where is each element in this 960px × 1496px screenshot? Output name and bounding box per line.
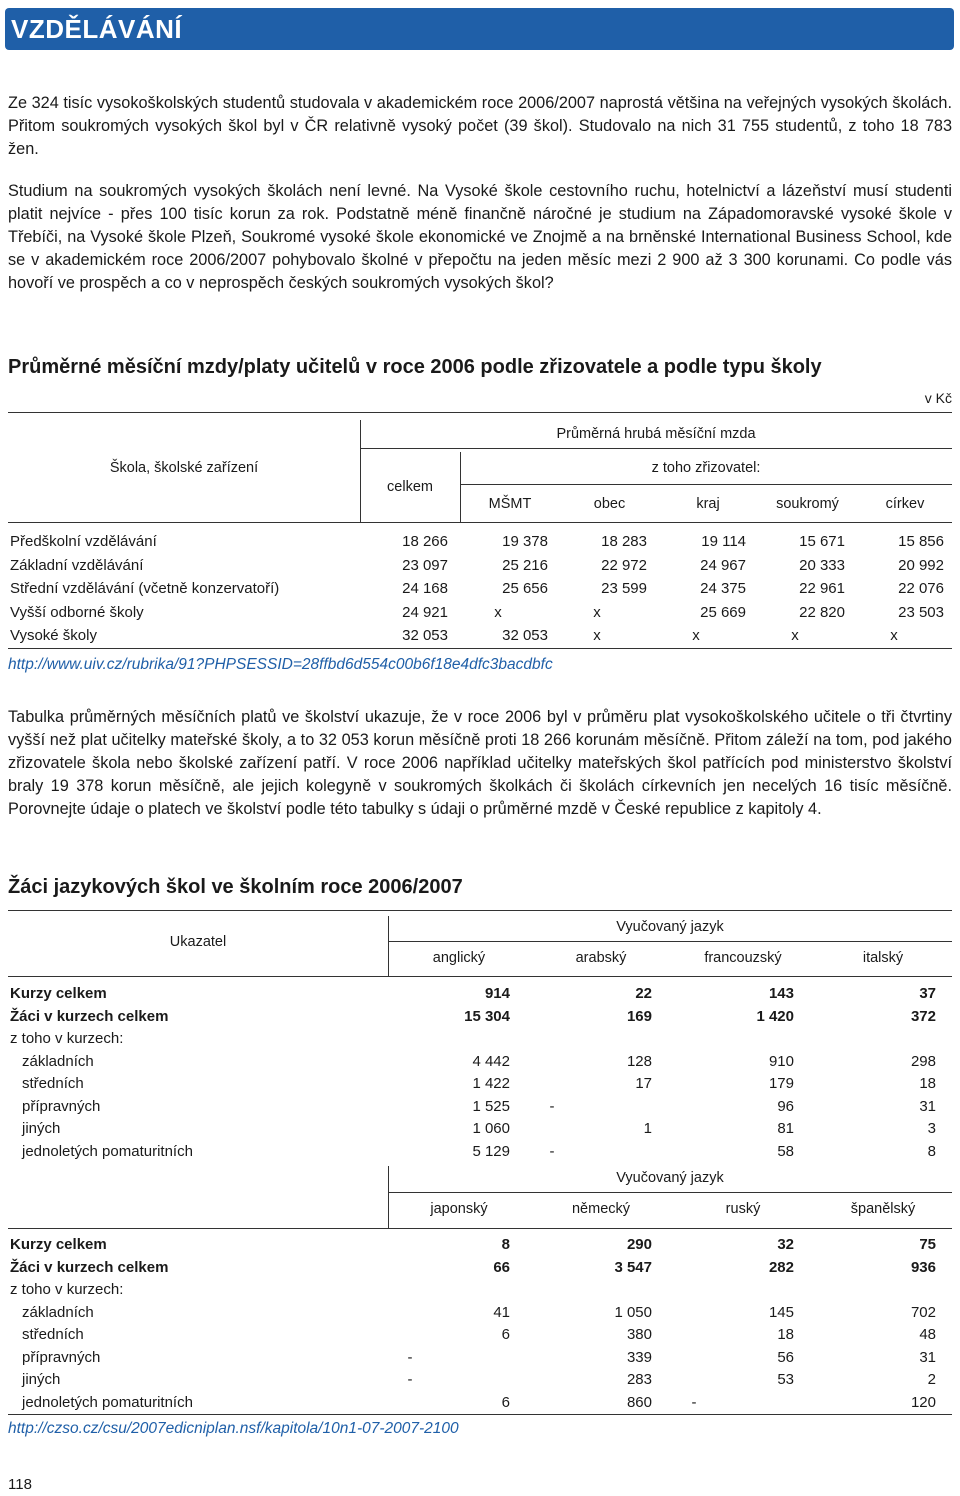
table2-cell: 283	[626, 1371, 652, 1388]
table2-cell: 8	[927, 1142, 936, 1160]
table1-cell: 24 168	[402, 580, 448, 597]
table2-cell: 96	[777, 1097, 794, 1115]
table2-cell: 860	[626, 1393, 652, 1411]
table1-cell: x	[494, 603, 502, 621]
table1-column-header: církev	[885, 496, 925, 512]
table2-cell: 702	[910, 1303, 936, 1321]
table1-unit: v Kč	[924, 390, 952, 406]
table1-cell: 25 216	[502, 556, 548, 574]
table1-total-header: celkem	[387, 479, 433, 495]
table1-row-label: Vysoké školy	[10, 627, 97, 644]
table2-row-header: Ukazatel	[169, 934, 227, 950]
table2-cell: 179	[768, 1075, 794, 1092]
section-title: VZDĚLÁVÁNÍ	[11, 14, 183, 44]
table2-cell: 18	[919, 1075, 936, 1092]
table2-cell: 53	[777, 1371, 794, 1388]
table2-cell: 8	[501, 1236, 510, 1253]
table2-cell: 910	[768, 1052, 794, 1070]
private-schools-paragraph: Studium na soukromých vysokých školách není levné. Na Vysoké škole cestovního ruchu, hotelnictví a lázeňství musí studenti platit nejvíce - přes 100 tisíc korun za rok. Podstatně méně finančně náročné je studium na Západomoravské vysoké škole v Třebíči, na Vysoké škole Plzeň, Soukromé vysoké škole ekonomické ve Znojmě a na brněnské International Business School, kde se v akademickém roce 2006/2007 pohybovalo školné v přepočtu na jeden měsíc mezi 2 900 až 3 300 korunami. Co podle vás hovoří ve prospěch a co v neprospěch českých soukromých vysokých škol?	[8, 182, 952, 292]
table2-title: Žáci jazykových škol ve školním roce 2006/2007	[8, 876, 463, 898]
table2-cell: -	[549, 1097, 555, 1115]
table2-cell: 22	[635, 985, 652, 1002]
table2-cell: 31	[919, 1348, 936, 1366]
table2-cell: -	[407, 1348, 413, 1366]
table1-cell: 20 992	[898, 556, 944, 574]
table1-cell: 22 972	[601, 556, 647, 574]
table2-bottom-rule	[8, 1414, 952, 1415]
table2-column-header: italský	[862, 950, 904, 966]
table2-cell: 282	[768, 1258, 794, 1276]
table2-cell: -	[549, 1142, 555, 1160]
table2-row-label: přípravných	[22, 1097, 101, 1115]
table2-row-label: středních	[22, 1326, 84, 1343]
table2-header-rule-2	[8, 1228, 952, 1229]
table2-cell: 15 304	[464, 1007, 510, 1025]
table2-row-label: základních	[22, 1052, 94, 1070]
table1-cell: 23 503	[898, 603, 944, 621]
table2-row-label: jednoletých pomaturitních	[22, 1142, 193, 1160]
table1-cell: 22 820	[799, 603, 845, 621]
table2-cell: 143	[768, 985, 794, 1002]
table2-cell: 5 129	[472, 1142, 510, 1160]
table1-cell: x	[692, 627, 700, 644]
table2-header-rule	[8, 976, 952, 977]
table1-cell: 25 656	[502, 580, 548, 597]
table2-group-header-2: Vyučovaný jazyk	[616, 1170, 724, 1186]
table2-column-header: japonský	[430, 1201, 488, 1217]
table2-cell: 1 050	[614, 1303, 652, 1321]
table2-row-label: středních	[22, 1075, 84, 1092]
table2-cell: 75	[919, 1236, 936, 1253]
table2-cell: 18	[777, 1326, 794, 1343]
table2-cell: 6	[501, 1326, 510, 1343]
table2-cell: 37	[919, 985, 936, 1002]
table2-column-header: ruský	[725, 1201, 761, 1217]
table2-cell: 339	[626, 1348, 652, 1366]
table2-cell: 4 442	[472, 1052, 510, 1070]
table2-cell: 81	[777, 1120, 794, 1137]
table1-row-label: Základní vzdělávání	[10, 556, 144, 574]
table1-cell: x	[791, 627, 799, 644]
table2-cell: 145	[768, 1303, 794, 1321]
table2-column-header: německý	[571, 1201, 631, 1217]
table2-cell: 1 420	[756, 1007, 794, 1025]
table1-cell: 19 114	[701, 533, 746, 550]
table2-column-header: arabský	[575, 950, 627, 966]
table1-cell: 15 671	[799, 533, 845, 550]
table1-cell: 18 283	[601, 533, 647, 550]
table2-row-label: Kurzy celkem	[10, 985, 107, 1002]
table2-cell: 1	[643, 1120, 652, 1137]
table2-source-link[interactable]: http://czso.cz/csu/2007edicniplan.nsf/kapitola/10n1-07-2007-2100	[8, 1420, 459, 1437]
table2-cell: 914	[484, 985, 510, 1002]
table1-cell: 32 053	[402, 627, 448, 644]
table2-cell: 120	[910, 1393, 936, 1411]
table1-cell: x	[593, 603, 601, 621]
table2-cell: 48	[919, 1326, 936, 1343]
table2-column-header: francouzský	[704, 950, 782, 966]
table2-cell: 3 547	[614, 1258, 652, 1276]
table1-title: Průměrné měsíční mzdy/platy učitelů v roce 2006 podle zřizovatele a podle typu školy	[8, 356, 822, 378]
table2-group-header: Vyučovaný jazyk	[616, 919, 724, 935]
intro-paragraph: Ze 324 tisíc vysokoškolských studentů studovala v akademickém roce 2006/2007 naprostá většina na veřejných vysokých školách. Přitom soukromých vysokých škol byl v ČR relativně vysoký počet (39 škol). Studovalo na nich 31 755 studentů, z toho 18 783 žen.	[8, 94, 952, 158]
table2-cell: 6	[501, 1393, 510, 1411]
table2-row-label: jiných	[22, 1120, 61, 1137]
table2-row-label: jednoletých pomaturitních	[22, 1393, 193, 1411]
table1-top-rule	[8, 412, 952, 413]
table2-row-label: základních	[22, 1303, 94, 1321]
section-banner	[5, 8, 954, 50]
table1-cell: x	[890, 627, 898, 644]
table1-column-header: MŠMT	[488, 496, 532, 512]
table2-cell: -	[407, 1371, 413, 1388]
table1-cell: 25 669	[700, 603, 746, 621]
table1-group-header: Průměrná hrubá měsíční mzda	[556, 426, 756, 442]
table2-row-label: Kurzy celkem	[10, 1236, 107, 1253]
table1-header-rule	[8, 522, 952, 523]
table1-cell: 23 097	[402, 556, 448, 574]
table1-group-rule	[360, 448, 952, 449]
table1-cell: 15 856	[898, 533, 944, 550]
table1-cell: 22 961	[799, 580, 845, 597]
table2-cell: 936	[910, 1258, 936, 1276]
table2-cell: 31	[919, 1097, 936, 1115]
table2-group-rule	[388, 941, 952, 942]
table2-row-label: z toho v kurzech:	[10, 1281, 124, 1298]
salary-paragraph: Tabulka průměrných měsíčních platů ve školství ukazuje, že v roce 2006 byl v průměru plat vysokoškolského učitele o tři čtvrtiny vyšší než plat učitelky mateřské školy, a to 32 053 korun měsíčně proti 18 266 korunám měsíčně. Přitom záleží na tom, pod jakého zřizovatele škola nebo školské zařízení patří. V roce 2006 například učitelky mateřských škol patřících pod ministerstvo školství braly 19 378 korun měsíčně, ale jejich kolegyně v soukromých školkách či školách církevních jen necelých 16 tisíc měsíčně. Porovnejte údaje o platech ve školství podle této tabulky s údaji o průměrné mzdě v České republice z kapitoly 4.	[8, 708, 952, 818]
table2-row-label: Žáci v kurzech celkem	[10, 1007, 169, 1025]
table2-cell: 380	[626, 1326, 652, 1343]
table2-cell: 1 422	[472, 1075, 510, 1092]
table1-cell: 22 076	[898, 580, 944, 597]
table2-cell: 290	[626, 1236, 652, 1253]
table2-row-label: jiných	[22, 1371, 61, 1388]
table2-cell: 169	[626, 1007, 652, 1025]
table2-cell: 3	[927, 1120, 936, 1137]
table1-row-label: Vyšší odborné školy	[10, 603, 144, 621]
table2-top-rule	[8, 910, 952, 911]
table2-row-label: přípravných	[22, 1348, 101, 1366]
table2-cell: 1 525	[472, 1097, 510, 1115]
table1-row-label: Předškolní vzdělávání	[10, 533, 157, 550]
table2-column-header: španělský	[850, 1201, 916, 1217]
table2-cell: 17	[635, 1075, 652, 1092]
table2-cell: 56	[777, 1348, 794, 1366]
table1-cell: 18 266	[402, 533, 448, 550]
page-number: 118	[8, 1476, 32, 1493]
table2-cell: 128	[626, 1052, 652, 1070]
table1-row-header: Škola, školské zařízení	[109, 460, 259, 476]
table1-cell: x	[593, 627, 601, 644]
table2-cell: 372	[910, 1007, 936, 1025]
table1-source-link[interactable]: http://www.uiv.cz/rubrika/91?PHPSESSID=28ffbd6d554c00b6f18e4dfc3bacdbfc	[8, 656, 553, 673]
table1-cell: 19 378	[502, 533, 548, 550]
table1-cell: 20 333	[799, 556, 845, 574]
table2-cell: 2	[927, 1371, 936, 1388]
table2-cell: 32	[777, 1236, 794, 1253]
table1-column-header: obec	[593, 496, 626, 512]
table1-cell: 24 967	[700, 556, 746, 574]
table2-cell: 1 060	[472, 1120, 510, 1137]
table1-column-header: soukromý	[776, 496, 839, 512]
table1-cell: 24 375	[700, 580, 746, 597]
table2-row-label: z toho v kurzech:	[10, 1030, 124, 1047]
table1-cell: 32 053	[502, 627, 548, 644]
table2-column-header: anglický	[432, 950, 486, 966]
table2-cell: 58	[777, 1142, 794, 1160]
table1-cell: 24 921	[402, 603, 448, 621]
table2-cell: 41	[493, 1303, 510, 1321]
table1-bottom-rule	[8, 648, 952, 649]
table2-row-label: Žáci v kurzech celkem	[10, 1258, 169, 1276]
table1-cell: 23 599	[601, 580, 647, 597]
table2-group-rule	[388, 1192, 952, 1193]
table1-row-label: Střední vzdělávání (včetně konzervatoří)	[10, 580, 280, 597]
table1-sub-rule	[460, 484, 952, 485]
table2-cell: -	[691, 1393, 697, 1411]
table1-subheader: z toho zřizovatel:	[651, 460, 761, 476]
table2-cell: 66	[493, 1258, 510, 1276]
table1-column-header: kraj	[696, 496, 720, 512]
table2-cell: 298	[910, 1052, 936, 1070]
